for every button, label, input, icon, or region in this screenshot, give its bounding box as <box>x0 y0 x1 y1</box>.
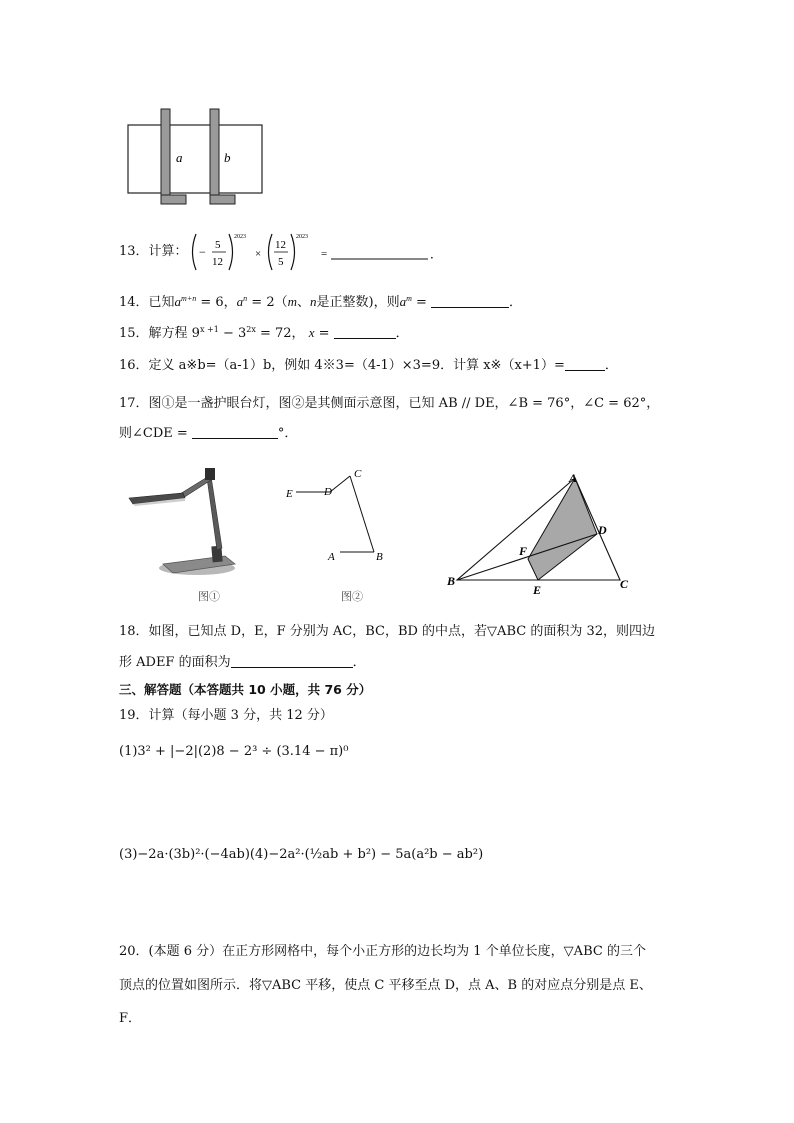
fig2-D: D <box>324 486 332 498</box>
q15-blank[interactable] <box>334 326 396 339</box>
question-18-line1: 18．如图，已知点 D，E，F 分别为 AC，BC，BD 的中点，若▽ABC 的面积为 32，则四边 <box>119 624 655 639</box>
q16-blank[interactable] <box>565 358 605 371</box>
question-18-line2: 形 ADEF 的面积为 ． <box>119 655 366 670</box>
label-b: b <box>224 150 231 165</box>
question-19-title: 19．计算（每小题 3 分，共 12 分） <box>119 708 333 723</box>
q13-n2: 12 <box>275 239 286 251</box>
q19-expression-1-2: (1)3² + |−2|(2)8 − 2³ ÷ (3.14 − π)⁰ <box>119 744 349 759</box>
q13-eq: = <box>321 248 328 260</box>
q13-end: ． <box>430 247 443 261</box>
fig3-B: B <box>447 574 456 588</box>
q14-blank[interactable] <box>431 295 509 308</box>
question-20-line2: 顶点的位置如图所示．将▽ABC 平移，使点 C 平移至点 D，点 A、B 的对应点分别是点 E、 <box>119 978 652 993</box>
q17-blank[interactable] <box>192 426 278 439</box>
q13-d1: 12 <box>212 256 223 268</box>
q13-exp1: 2023 <box>234 234 246 240</box>
question-16: 16．定义 a※b=（a-1）b，例如 4※3=（4-1）×3=9．计算 x※（x+1）= ． <box>119 358 618 373</box>
triangle-figure <box>445 468 635 598</box>
schematic-figure <box>282 462 392 572</box>
lamp-photo <box>125 460 255 585</box>
strip-figure <box>125 106 270 206</box>
fig2-E: E <box>286 488 293 500</box>
question-17-line2: 则∠CDE = °． <box>119 426 298 441</box>
q13-times: × <box>255 248 262 260</box>
fig3-D: D <box>598 523 607 537</box>
question-17-line1: 17．图①是一盏护眼台灯，图②是其侧面示意图，已知 AB // DE，∠B = 76°，∠C = 62°， <box>119 396 660 411</box>
fig3-C: C <box>620 577 629 591</box>
question-13: 13．计算： <box>119 244 188 259</box>
question-14: 14．已知$a^{m+n} = 6$，$a^n = 2(m$、n是正整数)，则$a^m$ = ． <box>119 294 523 310</box>
question-20-line3: F． <box>119 1011 142 1026</box>
fig3-A: A <box>569 471 578 485</box>
q18-blank[interactable] <box>231 655 353 668</box>
fig3-F: F <box>519 544 528 558</box>
question-20-line1: 20．(本题 6 分）在正方形网格中，每个小正方形的边长均为 1 个单位长度，▽ABC 的三个 <box>119 944 646 959</box>
label-a: a <box>176 150 183 165</box>
caption-figure-1: 图① <box>198 590 220 603</box>
q13-formula <box>188 230 448 274</box>
fig2-B: B <box>376 551 383 563</box>
q13-d2: 5 <box>278 256 284 268</box>
q19-expression-3-4: (3)−2a·(3b)²·(−4ab)(4)−2a²·(½ab + b²) − 5a(a²b − ab²) <box>119 847 484 862</box>
caption-figure-2: 图② <box>341 590 363 603</box>
fig2-A: A <box>328 551 335 563</box>
fig3-E: E <box>533 583 542 597</box>
fig2-C: C <box>354 468 362 480</box>
svg-text:−: − <box>199 245 206 259</box>
question-15: 15．解方程 $9^{x +1} - 3^{2x} = 72$， x = ． <box>119 325 409 341</box>
q13-exp2: 2023 <box>296 234 308 240</box>
section-3-title: 三、解答题（本答题共 10 小题，共 76 分） <box>119 682 372 697</box>
q13-expression <box>188 230 448 274</box>
q13-n1: 5 <box>215 239 221 251</box>
